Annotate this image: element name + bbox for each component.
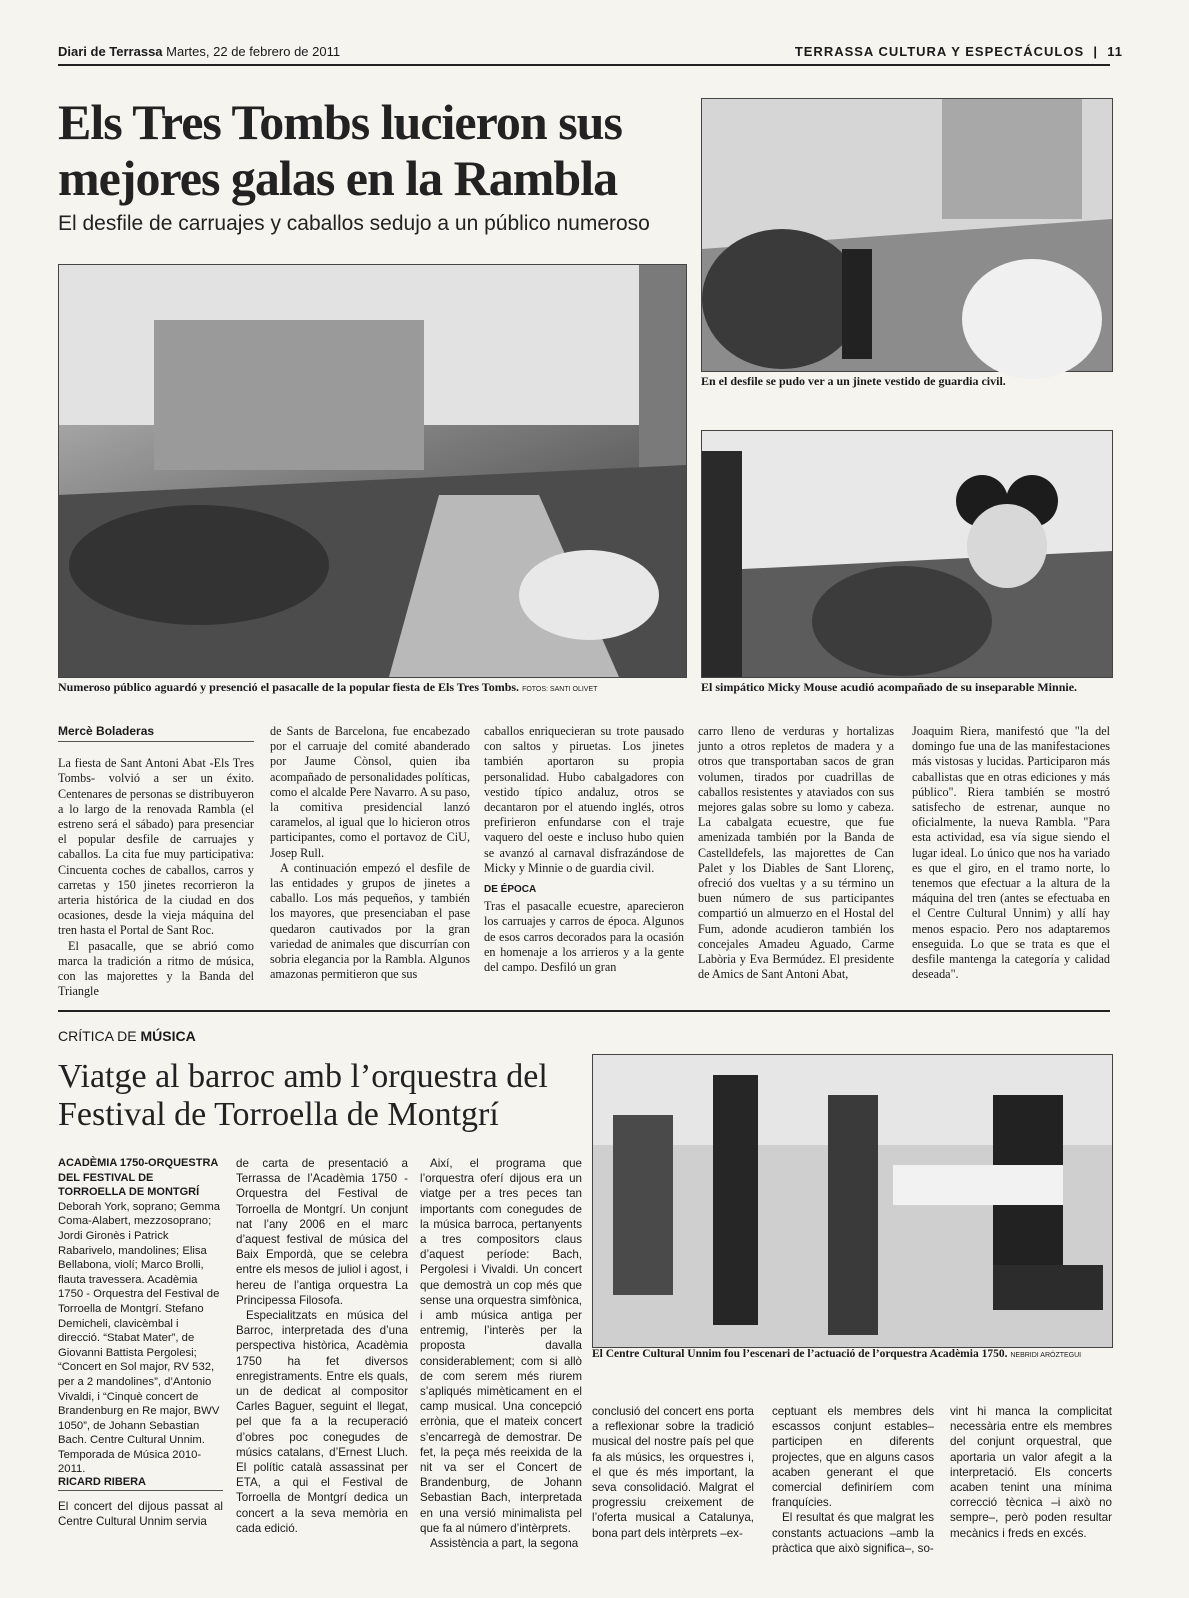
concert-info-head: ACADÈMIA 1750-ORQUESTRA DEL FESTIVAL DE TORROELLA DE MONTGRÍ [58, 1157, 218, 1199]
masthead [58, 44, 340, 59]
article2-paragraph: Assistència a part, la segona [430, 1537, 579, 1551]
article1-column-2 [270, 724, 470, 994]
section-header: TERRASSA CULTURA Y ESPECTÁCULOS | 11 [794, 44, 1123, 59]
concert-info-body: Deborah York, soprano; Gemma Coma-Alabert, mezzosoprano; Jordi Gironès i Patrick Rabarivelo, mandolines; Elisa Bellabona, violí; Marco Brolli, flauta travessera. Acadèmia 1750 - Orquestra del Festival de Torroella de Montgrí. Stefano Demicheli, clavicèmbal i direcció. “Stabat Mater”, de Giovanni Battista Pergolesi; “Concert en Sol major, RV 532, per a 2 mandolines”, d’Antonio Vivaldi, i “Cinquè concert de Brandenburg en Re major, BWV 1050”, de Johann Sebastian Bach. Centre Cultural Unnim. Temporada de Música 2010-2011. [58, 1200, 221, 1476]
article1-headline: Els Tres Tombs lucieron sus mejores galas en la Rambla [58, 94, 622, 206]
article1-paragraph: Tras el pasacalle ecuestre, aparecieron los carruajes y carros de época. Algunos de esos carros decorados para la ocasión en homenaje a los arrieros y a la gente del campo. Desfiló un gran [484, 899, 684, 975]
article1-byline: Mercè Boladeras [58, 724, 254, 742]
section-name: TERRASSA CULTURA Y ESPECTÁCULOS [794, 44, 1085, 59]
main-photo-caption [58, 680, 688, 695]
main-caption-text: Numeroso público aguardó y presenció el pasacalle de la popular fiesta de Els Tres Tombs. [58, 680, 520, 694]
page-number: 11 [1107, 44, 1123, 59]
header-rule [58, 64, 1110, 66]
article2-paragraph: de carta de presentació a Terrassa de l’Acadèmia 1750 - Orquestra del Festival de Torroella de Montgrí. Un conjunt nat l’any 2006 en el marc d’aquest festival de música del Baix Empordà, que se celebra entre els mesos de juliol i agost, i hereu de l’antiga orquestra La Principessa Filosofa. [236, 1157, 408, 1307]
article2-paragraph: El concert del dijous passat al Centre Cultural Unnim servia [58, 1500, 223, 1529]
article1-paragraph: El pasacalle, que se abrió como marca la tradición a ritmo de música, con las majorettes y la Banda del Triangle [58, 938, 254, 999]
article2-column-6 [950, 1404, 1112, 1540]
issue-date: Martes, 22 de febrero de 2011 [166, 44, 341, 59]
photo-micky-mouse [701, 430, 1113, 678]
photo-orchestra-graphic [593, 1055, 1112, 1347]
article2-paragraph: conclusió del concert ens porta a reflexionar sobre la tradició musical del nostre país pel que fa als músics, les orquestres i, el que és més important, la seva consolidació. Malgrat el progressiu creixement de l’oferta musical a Catalunya, bona part dels intèrprets –ex- [592, 1405, 754, 1540]
photo-rambla-graphic [59, 265, 686, 677]
article2-paragraph: Especialitzats en música del Barroc, interpretada des d’una perspectiva històrica, Acadèmia 1750 ha fet diversos enregistraments. Entre els quals, un de dedicat al compositor Carles Baguer, seguint el llegat, pel que fa a la recuperació d’obres poc conegudes de músics catalans, d’Ernest Lluch. El polític català assassinat per ETA, a qui el Festival de Torroella de Montgrí dedica un concert a la seva memòria en cada edició. [236, 1309, 408, 1535]
section-bold: MÚSICA [140, 1028, 196, 1044]
orchestra-photo-credit: NEBRIDI ARÓZTEGUI [1010, 1352, 1082, 1359]
article2-column-3 [420, 1156, 582, 1551]
article1-column-5 [912, 724, 1110, 994]
photo-orchestra [592, 1054, 1113, 1348]
article1-subhead: DE ÉPOCA [484, 884, 537, 896]
article2-byline: RICARD RIBERA [58, 1476, 223, 1491]
article2-col1-text [58, 1499, 223, 1529]
article1-column-1 [58, 724, 254, 999]
article1-paragraph: carro lleno de verduras y hortalizas junto a otros repletos de madera y a otros que transportaban sacos de gran volumen, tirados por cuadrillas de caballos resistentes y ataviados con sus mejores galas sobre su lomo y cabeza. La cabalgata ecuestre, que fue amenizada también por la Banda de Castelldefels, las majorettes de Can Palet y los Diables de Sant Llorenç, ofreció dos vueltas y a su término un buen número de sus participantes compartió un almuerzo en el Hostal del Fum, adonde acudieron también los concejales Amadeu Aguado, Carme Labòria y Eva Bermúdez. El presidente de Amics de Sant Antoni Abat, [698, 724, 894, 982]
article1-subheadline: El desfile de carruajes y caballos sedujo a un público numeroso [58, 212, 650, 235]
concert-info-box [58, 1156, 223, 1477]
article2-paragraph: ceptuant els membres dels escassos conjunt estables– participen en diferents projectes, que en alguns casos acaben generant el que comercial definiríem com franquícies. [772, 1405, 934, 1510]
rider-photo-caption: En el desfile se pudo ver a un jinete vestido de guardia civil. [701, 374, 1006, 388]
photo-rider-graphic [702, 99, 1112, 371]
section-prefix: CRÍTICA DE [58, 1028, 141, 1044]
orchestra-photo-caption [592, 1348, 1122, 1360]
photo-rambla-crowd [58, 264, 687, 678]
main-photo-credit: FOTOS: SANTI OLIVET [522, 686, 598, 693]
article2-column-4 [592, 1404, 754, 1540]
article2-column-5 [772, 1404, 934, 1555]
article2-paragraph: Així, el programa que l’orquestra oferí dijous era un viatge per a tres peces tan importants com conegudes de la música barroca, pertanyents a tres compositors claus d’aquest període: Bach, Pergolesi i Vivaldi. Un concert que demostrà un cop més que sense una orquestra simfònica, i amb música antiga per entremig, l’interès per la proposta davalla considerablement; com si allò de com serem més riurem s’apliqués mimèticament en el camp musical. Una concepció errònia, que el mateix concert s’encarregà de demostrar. De fet, la peça més reeixida de la nit va ser el Concert de Brandenburg, de Johann Sebastian Bach, interpretada en una versió minimalista pel que fa al número d’intèrprets. [420, 1157, 582, 1535]
article1-paragraph: Joaquim Riera, manifestó que "la del domingo fue una de las manifestaciones más vistosas y lucidas. Participaron más caballistas que en otras ediciones y más público". Riera también se mostró satisfecho de estrenar, aunque no oficialmente, la nueva Rambla. "Para esta actividad, esa vía sigue siendo el lugar ideal. Lo único que nos ha variado es que el giro, en el tramo norte, lo tenemos que efectuar a la altura de la máquina del tren (antes se efectuaba en el Centre Cultural Unnim) y allí hay menos espacio. Pero nos adaptaremos enseguida. Lo que se trata es que el desfile mantenga la categoría y calidad deseada". [912, 724, 1110, 982]
article1-column-4 [698, 724, 894, 994]
article2-column-1 [58, 1476, 223, 1529]
article1-paragraph: caballos enriquecieran su trote pausado con saltos y piruetas. Los jinetes también aportaron su propia personalidad. Hubo cabalgadores con vestido típico andaluz, otros se decantaron por el atuendo inglés, otros prefirieron enfundarse con el traje vaquero del oeste e incluso hubo quien se avanzó al carnaval disfrazándose de Micky y Minnie o de guardia civil. [484, 724, 684, 875]
article1-column-3 [484, 724, 684, 994]
orchestra-caption-text: El Centre Cultural Unnim fou l’escenari de l’actuació de l’orquestra Acadèmia 1750. [592, 1348, 1008, 1360]
photo-micky-graphic [702, 431, 1112, 677]
music-section-label [58, 1028, 196, 1044]
micky-photo-caption: El simpático Micky Mouse acudió acompañado de su inseparable Minnie. [701, 680, 1078, 694]
photo-guardia-civil-rider [701, 98, 1113, 372]
article1-paragraph: de Sants de Barcelona, fue encabezado por el carruaje del comité abanderado por Jaume Cònsol, quien iba acompañado de personalidades políticas, como el alcalde Pere Navarro. A su paso, la comitiva presidencial lanzó caramelos, al igual que lo hicieron otros participantes, como el portavoz de CiU, Josep Rull. [270, 724, 471, 860]
paper-name: Diari de Terrassa [58, 44, 163, 59]
article1-paragraph: La fiesta de Sant Antoni Abat -Els Tres Tombs- volvió a ser un éxito. Centenares de personas se distribuyeron a lo largo de la renovada Rambla (el estreno será el sábado) para presenciar el popular desfile de carruajes y caballos. La cita fue muy participativa: Cincuenta coches de caballos, carros y carretas y 150 jinetes recorrieron la arteria histórica de la ciudad en dos ocasiones, desde la vieja máquina del tren hasta el Portal de Sant Roc. [58, 756, 254, 938]
article2-paragraph: El resultat és que malgrat les constants actuacions –amb la pràctica que això significa–, so- [772, 1511, 934, 1555]
article1-paragraph: A continuación empezó el desfile de las entidades y grupos de jinetes a caballo. Los más pequeños, y también los mayores, que presenciaban el pase quedaron cautivados por la gran variedad de animales que discurrían con sobria elegancia por la Rambla. Algunos amazonas permitieron que sus [270, 860, 470, 982]
article2-paragraph: vint hi manca la complicitat necessària entre els membres del conjunt orquestral, que aportaria un valor afegit a la interpretació. Els concerts acaben tenint una mínima correcció tècnica –i això no sempre–, però poden resultar mecànics i freds en excés. [950, 1405, 1112, 1540]
article2-headline: Viatge al barroc amb l’orquestra del Festival de Torroella de Montgrí [58, 1058, 548, 1133]
article2-column-2 [236, 1156, 408, 1536]
article-divider [58, 1010, 1110, 1012]
